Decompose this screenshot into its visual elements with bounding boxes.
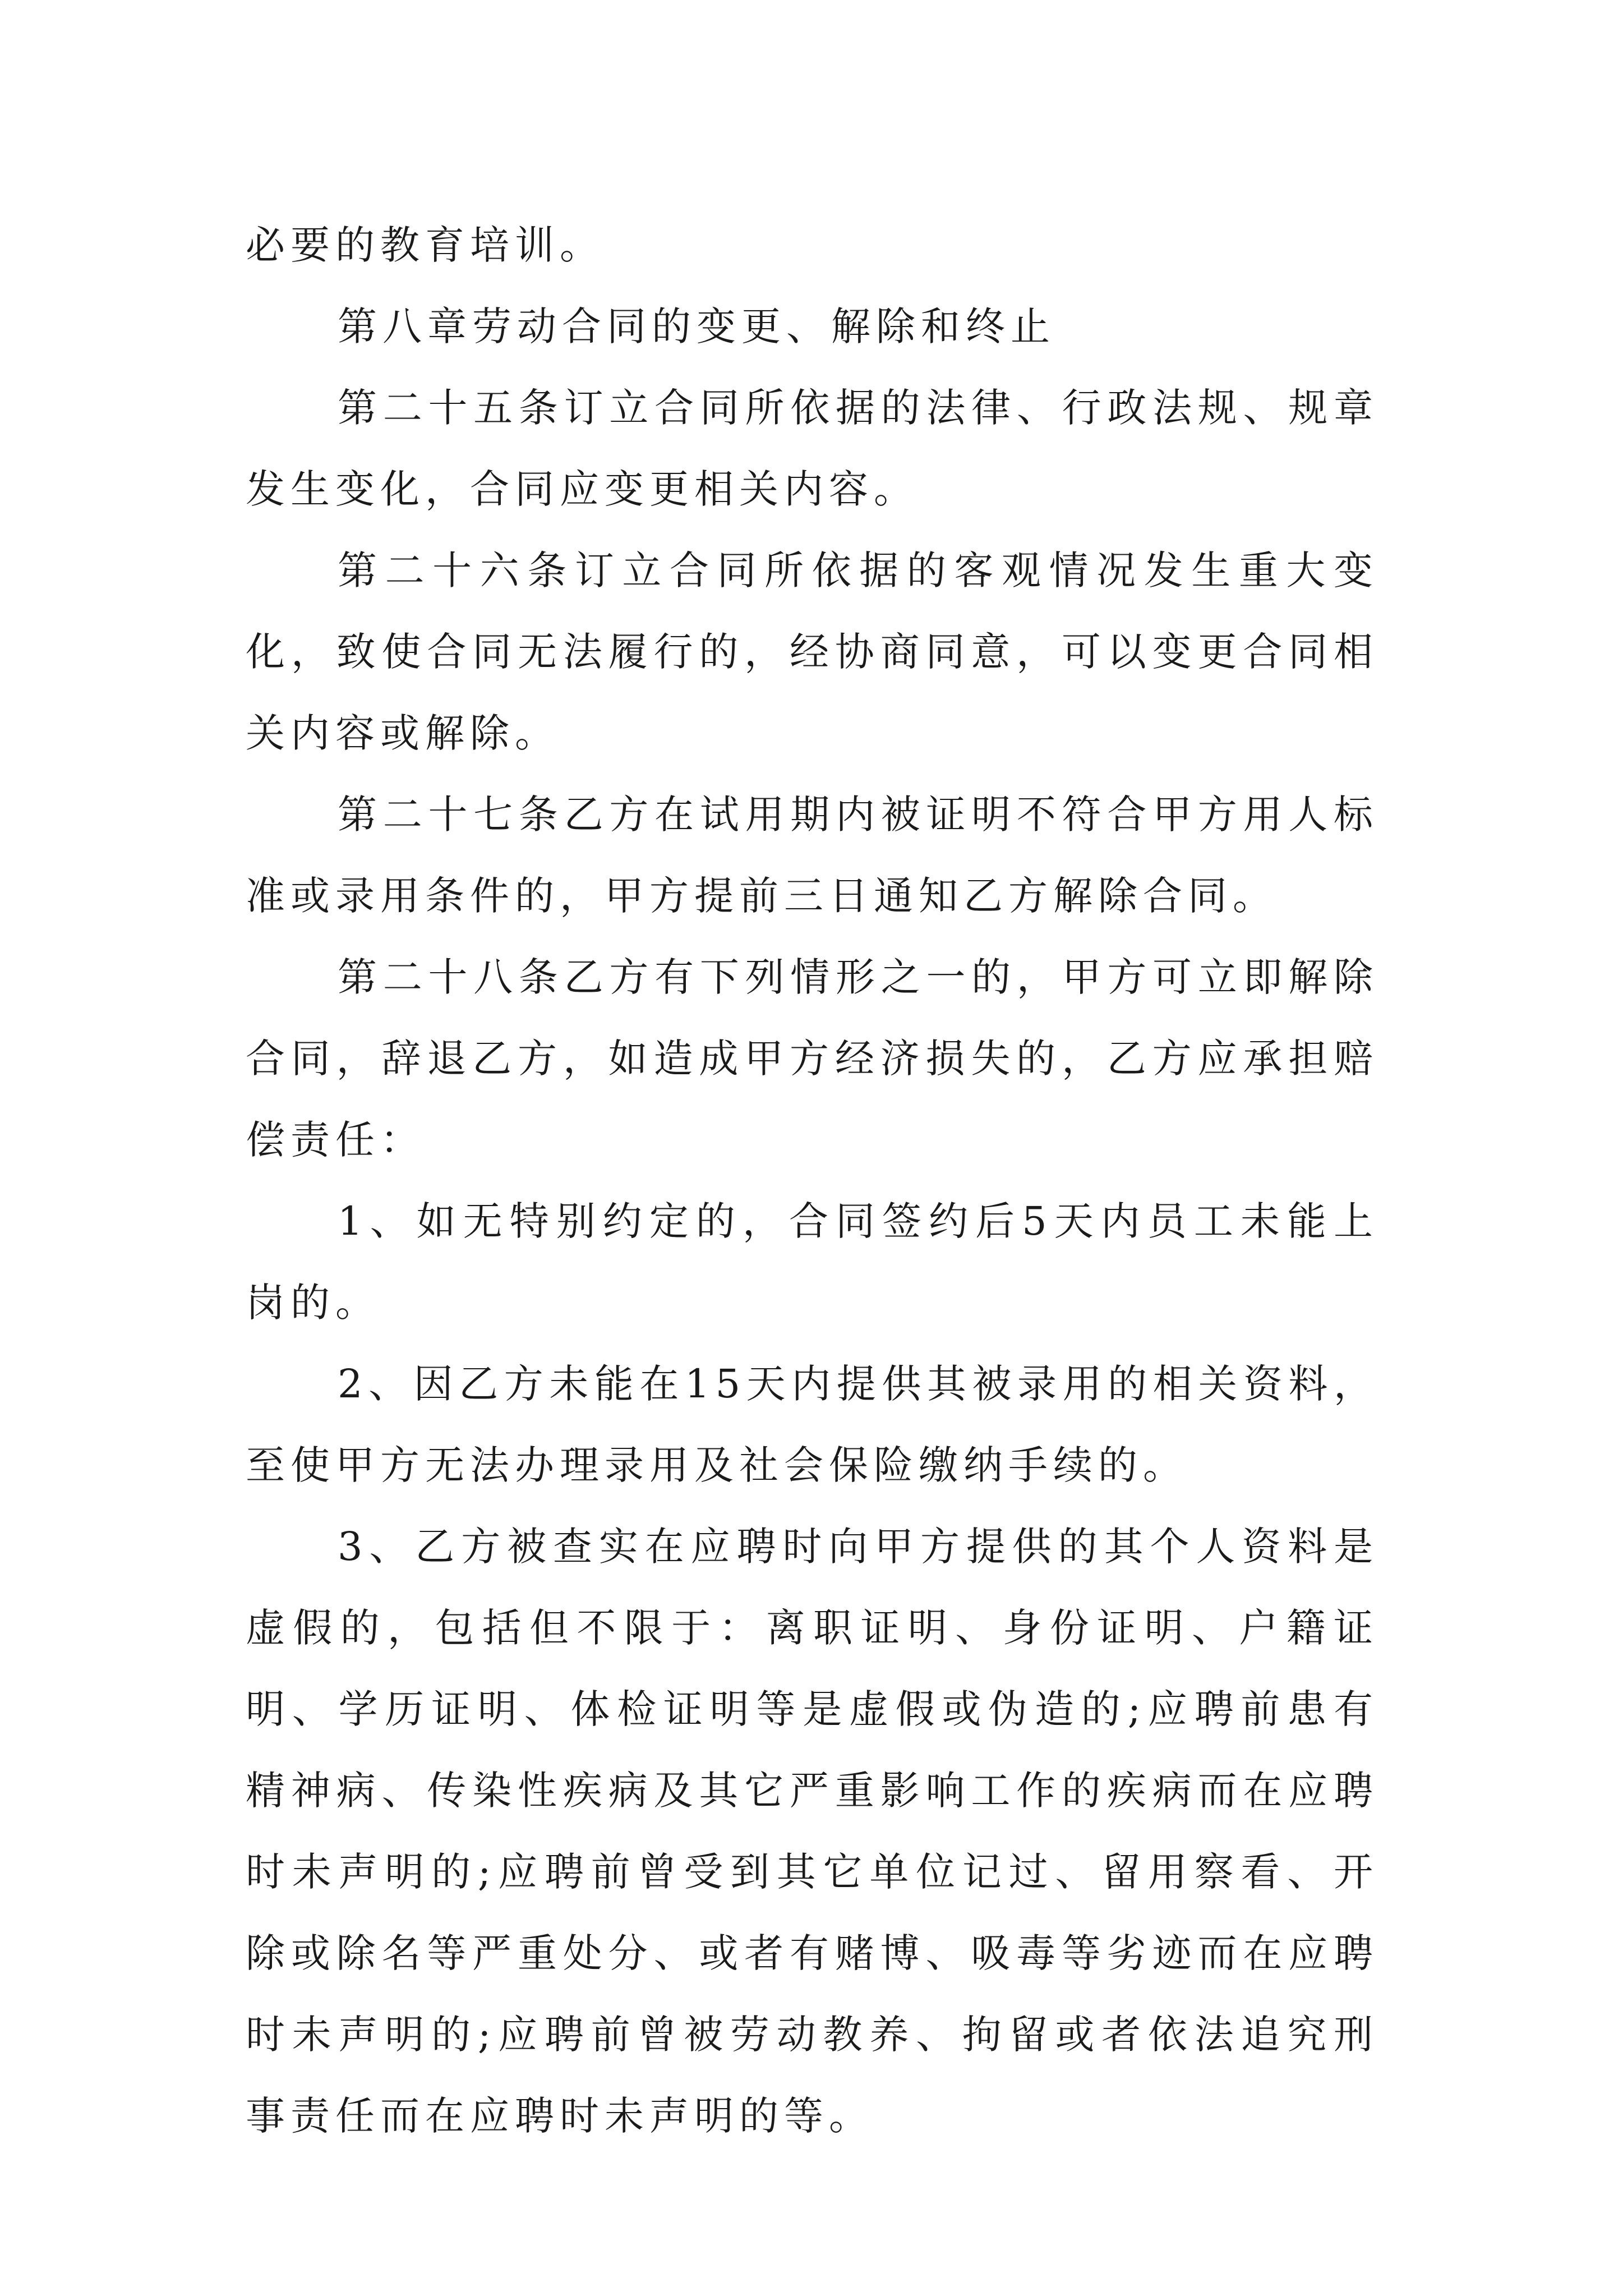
document-body — [246, 205, 1378, 2157]
list-item-2: 2、因乙方未能在15天内提供其被录用的相关资料，至使甲方无法办理录用及社会保险缴纳手续的。 — [246, 1361, 1378, 1488]
article-25: 第二十五条订立合同所依据的法律、行政法规、规章发生变化，合同应变更相关内容。 — [246, 385, 1378, 512]
article-26: 第二十六条订立合同所依据的客观情况发生重大变化，致使合同无法履行的，经协商同意，可以变更合同相关内容或解除。 — [246, 547, 1378, 756]
chapter-heading: 第八章劳动合同的变更、解除和终止 — [338, 303, 1055, 349]
article-28: 第二十八条乙方有下列情形之一的，甲方可立即解除合同，辞退乙方，如造成甲方经济损失的，乙方应承担赔偿责任： — [246, 954, 1378, 1163]
list-item-1: 1、如无特别约定的，合同签约后5天内员工未能上岗的。 — [246, 1198, 1378, 1326]
article-27: 第二十七条乙方在试用期内被证明不符合甲方用人标准或录用条件的，甲方提前三日通知乙方解除合同。 — [246, 792, 1378, 919]
list-item-3: 3、乙方被查实在应聘时向甲方提供的其个人资料是虚假的，包括但不限于：离职证明、身份证明、户籍证明、学历证明、体检证明等是虚假或伪造的;应聘前患有精神病、传染性疾病及其它严重影响工作的疾病而在应聘时未声明的;应聘前曾受到其它单位记过、留用察看、开除或除名等严重处分、或者有赌博、吸毒等劣迹而在应聘时未声明的;应聘前曾被劳动教养、拘留或者依法追究刑事责任而在应聘时未声明的等。 — [246, 1524, 1378, 2139]
paragraph-continuation: 必要的教育培训。 — [246, 222, 605, 268]
